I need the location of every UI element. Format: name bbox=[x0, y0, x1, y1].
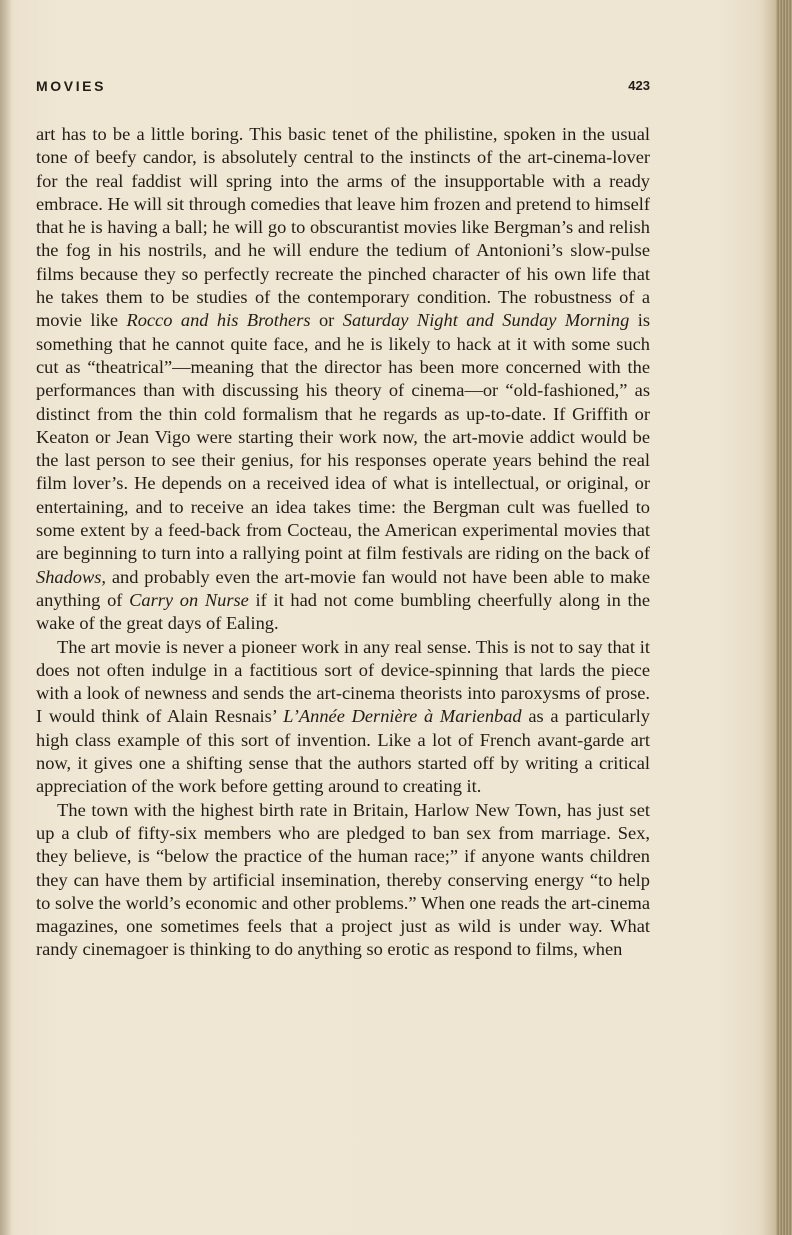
page-header bbox=[36, 78, 650, 100]
italic-title: Carry on Nurse bbox=[129, 589, 249, 610]
text-run: The town with the highest birth rate in Britain, Harlow New Town, has just set up a club of fifty-six members who are pledged to ban sex from marriage. Sex, they believe, is “below the practice of the human race;” if anyone wants children they can have them by artificial insemination, thereby conserving energy “to help to solve the world’s economic and other problems.” When one reads the art-cinema magazines, one sometimes feels that a project just as wild is under way. What randy cinemagoer is thinking to do anything so erotic as respond to films, when bbox=[36, 799, 650, 960]
running-head: MOVIES bbox=[36, 78, 107, 94]
italic-title: Saturday Night and Sunday Morning bbox=[342, 310, 630, 331]
text-run: is something that he cannot quite face, and he is likely to hack at it with some such cut as “theatrical”—meaning that the director has been more concerned with the performances than with discussing his theory of cinema—or “old-fashioned,” as distinct from the thin cold formalism that he regards as up-to-date. If Griffith or Keaton or Jean Vigo were starting their work now, the art-movie addict would be the last person to see their genius, for his responses operate years behind the real film lover’s. He depends on a received idea of what is intellectual, or original, or entertaining, and to receive an idea takes time: the Bergman cult was fuelled to some extent by a feed-back from Cocteau, the American experimental movies that are beginning to turn into a rallying point at film festivals are riding on the back of bbox=[36, 310, 650, 564]
body-text bbox=[36, 123, 650, 962]
italic-title: L’Année Dernière à Marienbad bbox=[283, 706, 522, 727]
paragraph-2 bbox=[36, 636, 650, 799]
page-edge bbox=[776, 0, 792, 1235]
gutter-shadow bbox=[0, 0, 12, 1235]
text-run: art has to be a little boring. This basic tenet of the philistine, spoken in the usual tone of beefy candor, is absolutely central to the instincts of the art-cinema-lover for the real faddist will spring into the arms of the insupportable with a ready embrace. He will sit through comedies that leave him frozen and pretend to himself that he is having a ball; he will go to obscurantist movies like Bergman’s and relish the fog in his nostrils, and he will endure the tedium of Antonioni’s slow-pulse films because they so perfectly recreate the pinched character of his own life that he takes them to be studies of the contemporary condition. The robustness of a movie like bbox=[36, 124, 650, 331]
paragraph-1 bbox=[36, 123, 650, 636]
page-number: 423 bbox=[628, 78, 650, 93]
text-run: and probably even the art-movie fan would not have been able to make anything of bbox=[36, 566, 650, 610]
italic-title: Rocco and his Brothers bbox=[126, 310, 311, 331]
text-run: if it had not come bumbling cheerfully along in the wake of the great days of Ealing. bbox=[36, 589, 651, 634]
italic-title: Shadows, bbox=[36, 566, 106, 587]
text-run: The art movie is never a pioneer work in any real sense. This is not to say that it does not often indulge in a factitious sort of device-spinning that lards the piece with a look of newness and sends the art-cinema theorists into paroxysms of prose. I would think of Alain Resnais’ bbox=[36, 636, 650, 727]
text-run: or bbox=[310, 310, 343, 331]
paragraph-3 bbox=[36, 799, 650, 962]
text-run: as a particularly high class example of this sort of invention. Like a lot of French avant-garde art now, it gives one a shifting sense that the authors started off by writing a critical appreciation of the work before getting around to creating it. bbox=[36, 706, 650, 797]
